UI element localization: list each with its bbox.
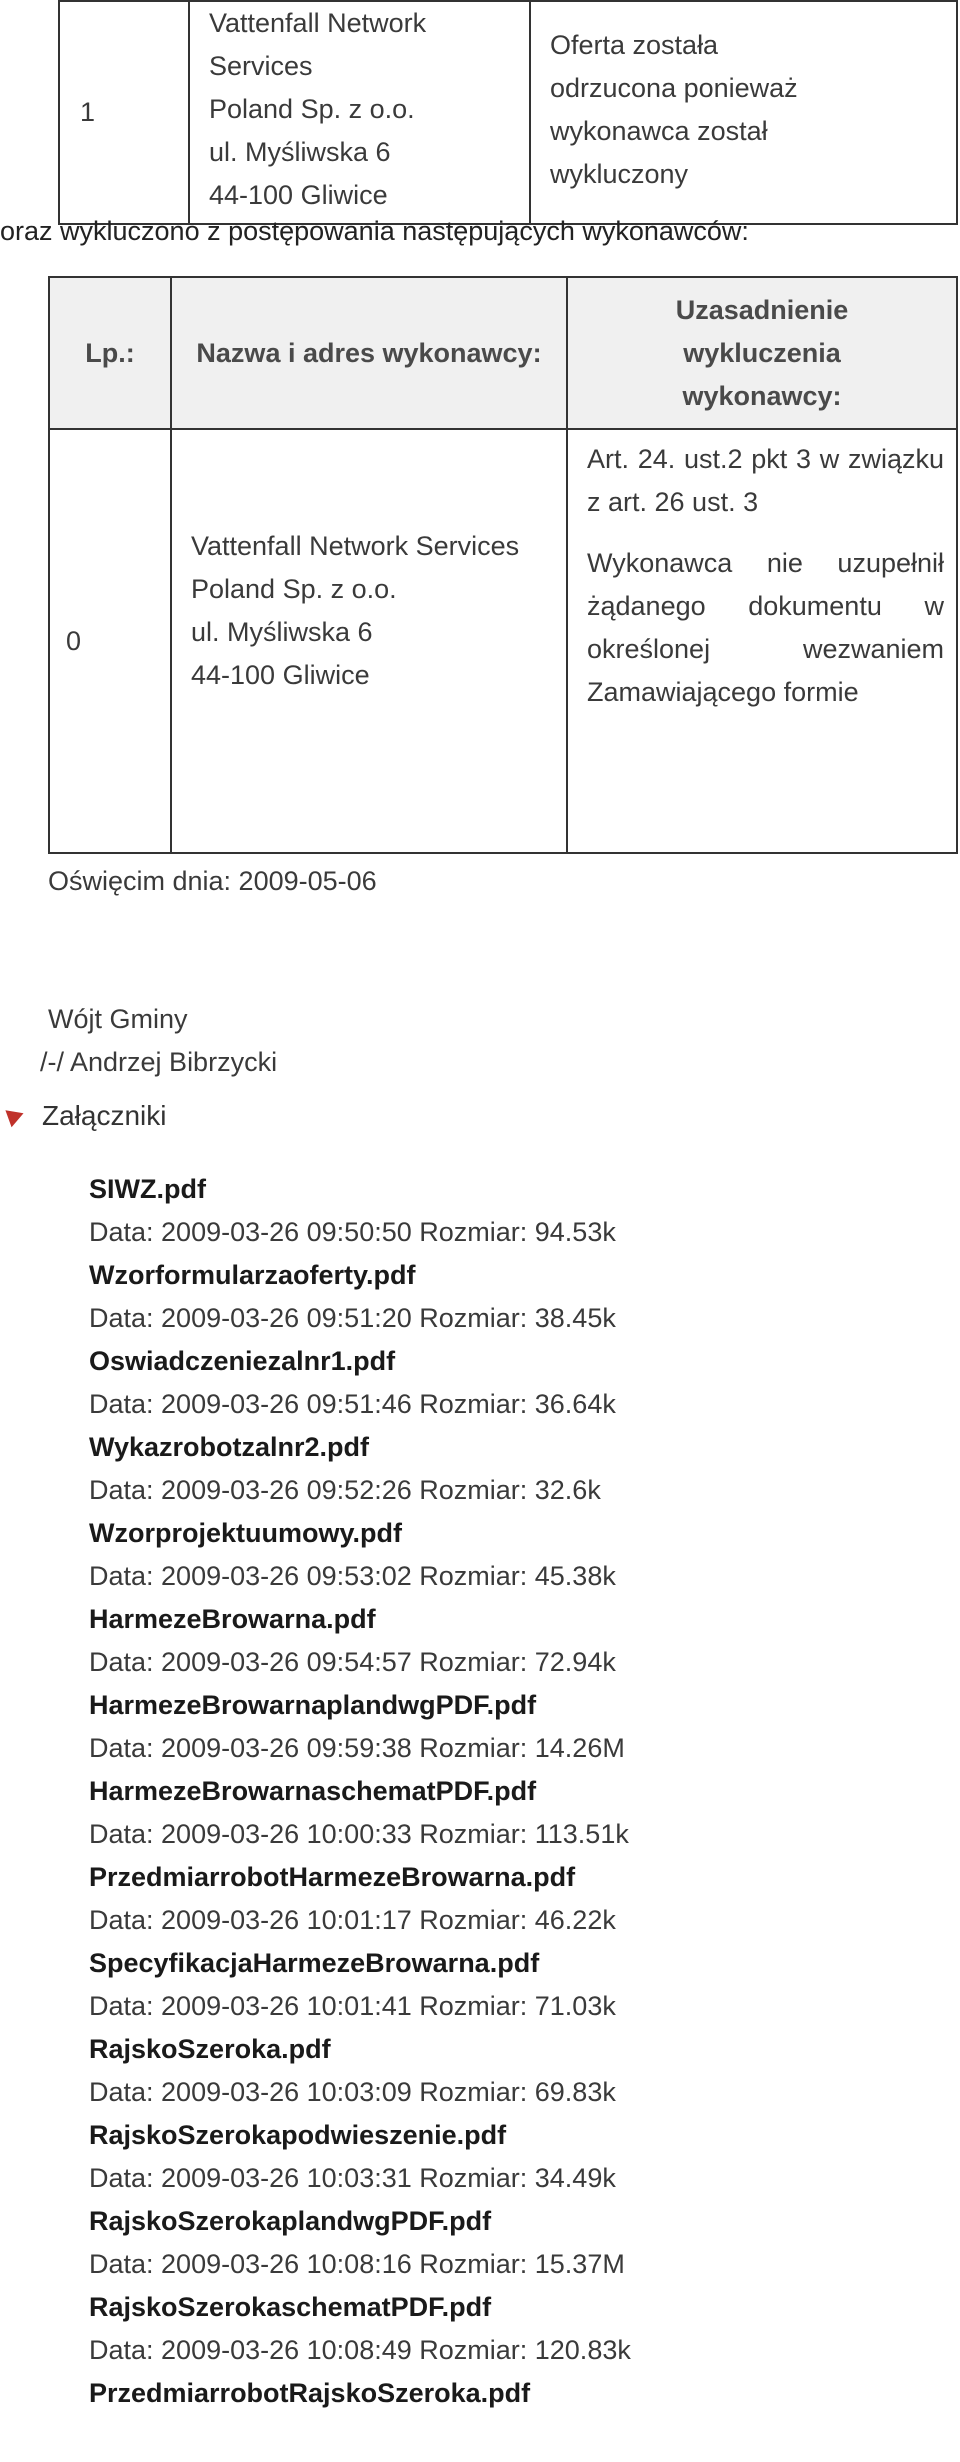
contractor-name-address [189, 1, 530, 224]
header-reason [567, 277, 957, 429]
list-item [89, 2032, 949, 2118]
header-lp: Lp.: [49, 277, 171, 429]
name-line: Poland Sp. z o.o. [191, 574, 397, 604]
attachment-link[interactable]: HarmezeBrowarna.pdf [89, 1604, 376, 1634]
list-item [89, 1172, 949, 1258]
attachment-meta: Data: 2009-03-26 10:00:33 Rozmiar: 113.51k [89, 1819, 629, 1849]
reason-line: odrzucona ponieważ [550, 72, 798, 103]
name-line: Vattenfall Network Services [209, 8, 427, 81]
exclusion-reason [567, 429, 957, 853]
reason-line: wykonawca został [550, 115, 768, 146]
header-reason-line: wykonawcy: [682, 380, 842, 411]
contractor-name-address [171, 429, 567, 853]
attachment-link[interactable]: RajskoSzeroka.pdf [89, 2034, 331, 2064]
list-item [89, 1774, 949, 1860]
row-number: 1 [59, 1, 189, 224]
table-row [49, 429, 957, 853]
signature-block [40, 998, 277, 1084]
rejection-reason [530, 1, 957, 224]
attachment-link[interactable]: HarmezeBrowarnaplandwgPDF.pdf [89, 1690, 537, 1720]
attachment-meta: Data: 2009-03-26 09:51:46 Rozmiar: 36.64k [89, 1389, 616, 1419]
attachment-link[interactable]: Oswiadczeniezalnr1.pdf [89, 1346, 396, 1376]
attachments-title: Załączniki [42, 1100, 167, 1131]
attachment-link[interactable]: RajskoSzerokaplandwgPDF.pdf [89, 2206, 492, 2236]
list-item [89, 1430, 949, 1516]
list-item [89, 1946, 949, 2032]
attachment-meta: Data: 2009-03-26 10:03:31 Rozmiar: 34.49k [89, 2163, 616, 2193]
list-item [89, 1860, 949, 1946]
results-table [58, 0, 958, 225]
attachments-heading [0, 1100, 166, 1132]
attachment-meta: Data: 2009-03-26 09:53:02 Rozmiar: 45.38k [89, 1561, 616, 1591]
attachment-link[interactable]: RajskoSzerokapodwieszenie.pdf [89, 2120, 507, 2150]
attachment-meta: Data: 2009-03-26 09:50:50 Rozmiar: 94.53k [89, 1217, 616, 1247]
list-item [89, 1258, 949, 1344]
list-item [89, 1688, 949, 1774]
attachment-meta: Data: 2009-03-26 09:59:38 Rozmiar: 14.26M [89, 1733, 625, 1763]
table-header-row [49, 277, 957, 429]
bullet-arrow-icon [5, 1105, 26, 1127]
attachment-meta: Data: 2009-03-26 10:01:17 Rozmiar: 46.22k [89, 1905, 616, 1935]
excluded-table [48, 276, 958, 854]
list-item [89, 2290, 949, 2376]
header-name: Nazwa i adres wykonawcy: [171, 277, 567, 429]
signer-name: /-/ Andrzej Bibrzycki [40, 1047, 278, 1077]
header-reason-line: wykluczenia [683, 337, 841, 368]
attachment-link[interactable]: Wzorprojektuumowy.pdf [89, 1518, 402, 1548]
name-line: Poland Sp. z o.o. [209, 94, 415, 124]
list-item [89, 2118, 949, 2204]
attachment-link[interactable]: SpecyfikacjaHarmezeBrowarna.pdf [89, 1948, 540, 1978]
list-item [89, 2376, 949, 2462]
attachment-link[interactable]: SIWZ.pdf [89, 1174, 206, 1204]
row-number: 0 [49, 429, 171, 853]
attachment-link[interactable]: HarmezeBrowarnaschematPDF.pdf [89, 1776, 537, 1806]
attachment-link[interactable]: Wykazrobotzalnr2.pdf [89, 1432, 370, 1462]
reason-line: wykluczony [550, 158, 689, 189]
attachment-link[interactable]: PrzedmiarrobotHarmezeBrowarna.pdf [89, 1862, 576, 1892]
list-item [89, 1344, 949, 1430]
reason-text: Wykonawca nie uzupełnił żądanego dokumentu w określonej wezwaniem Zamawiającego formie [587, 548, 944, 707]
attachment-meta: Data: 2009-03-26 10:03:09 Rozmiar: 69.83k [89, 2077, 616, 2107]
place-date: Oświęcim dnia: 2009-05-06 [48, 866, 377, 896]
attachment-link[interactable]: PrzedmiarrobotRajskoSzeroka.pdf [89, 2378, 531, 2408]
name-line: 44-100 Gliwice [191, 660, 370, 690]
list-item [89, 1516, 949, 1602]
name-line: 44-100 Gliwice [209, 180, 388, 210]
signer-title: Wójt Gminy [48, 1004, 188, 1034]
name-line: Vattenfall Network Services [191, 531, 520, 561]
excluded-note: oraz wykluczono z postępowania następujących wykonawców: [0, 216, 749, 246]
legal-basis: Art. 24. ust.2 pkt 3 w związku z art. 26 ust. 3 [587, 444, 944, 517]
attachment-meta: Data: 2009-03-26 09:54:57 Rozmiar: 72.94k [89, 1647, 616, 1677]
attachment-meta: Data: 2009-03-26 10:08:49 Rozmiar: 120.83k [89, 2335, 631, 2365]
attachments-list [89, 1172, 949, 2462]
attachment-meta: Data: 2009-03-26 09:52:26 Rozmiar: 32.6k [89, 1475, 601, 1505]
attachment-link[interactable]: Wzorformularzaoferty.pdf [89, 1260, 416, 1290]
list-item [89, 1602, 949, 1688]
attachment-link[interactable]: RajskoSzerokaschematPDF.pdf [89, 2292, 492, 2322]
reason-line: Oferta została [550, 29, 719, 60]
attachment-meta: Data: 2009-03-26 10:01:41 Rozmiar: 71.03k [89, 1991, 616, 2021]
name-line: ul. Myśliwska 6 [209, 137, 391, 167]
attachment-meta: Data: 2009-03-26 09:51:20 Rozmiar: 38.45k [89, 1303, 616, 1333]
table-row [59, 1, 957, 224]
attachment-meta: Data: 2009-03-26 10:08:16 Rozmiar: 15.37M [89, 2249, 625, 2279]
name-line: ul. Myśliwska 6 [191, 617, 373, 647]
header-reason-line: Uzasadnienie [675, 294, 849, 325]
list-item [89, 2204, 949, 2290]
